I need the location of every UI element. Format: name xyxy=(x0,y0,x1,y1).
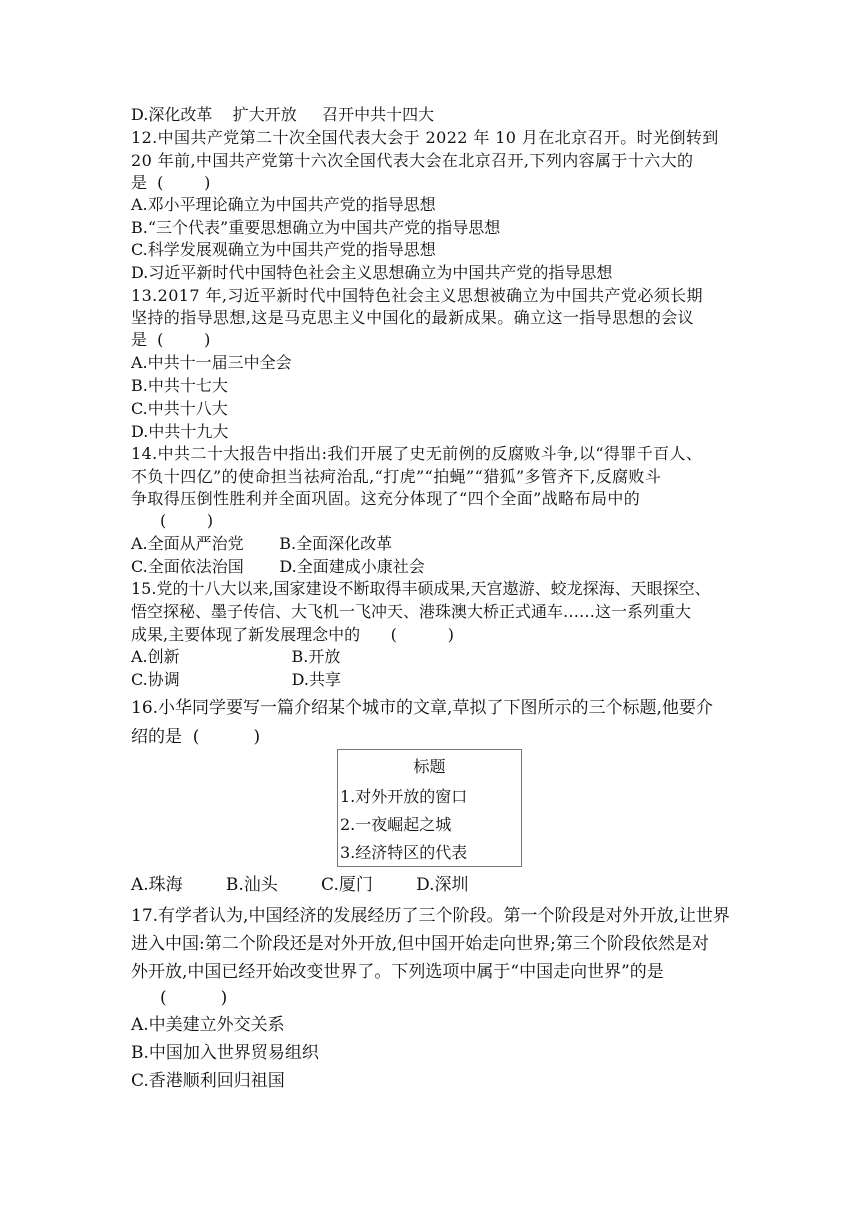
q17-option-a: A.中美建立外交关系 xyxy=(131,1015,285,1035)
title-box xyxy=(337,749,522,867)
q14-stem-line-4: ( ) xyxy=(160,511,214,530)
q13-option-a: A.中共十一届三中全会 xyxy=(131,353,292,372)
q16-stem-line-1: 16.小华同学要写一篇介绍某个城市的文章,草拟了下图所示的三个标题,他要介 xyxy=(131,698,713,718)
q14-options-row-2: C.全面依法治国 D.全面建成小康社会 xyxy=(131,557,425,576)
q12-option-c: C.科学发展观确立为中国共产党的指导思想 xyxy=(131,240,436,259)
q13-stem-line-3: 是 ( ) xyxy=(131,330,211,349)
q16-options: A.珠海 B.汕头 C.厦门 D.深圳 xyxy=(131,875,469,895)
q13-option-c: C.中共十八大 xyxy=(131,399,228,418)
q12-option-b: B.“三个代表”重要思想确立为中国共产党的指导思想 xyxy=(131,218,501,237)
q12-option-a: A.邓小平理论确立为中国共产党的指导思想 xyxy=(131,195,436,214)
q13-option-d: D.中共十九大 xyxy=(131,422,229,441)
q17-stem-line-1: 17.有学者认为,中国经济的发展经历了三个阶段。第一个阶段是对外开放,让世界 xyxy=(131,906,730,926)
q15-stem-line-2: 悟空探秘、墨子传信、大飞机一飞冲天、港珠澳大桥正式通车……这一系列重大 xyxy=(131,602,692,621)
q13-stem-line-2: 坚持的指导思想,这是马克思主义中国化的最新成果。确立这一指导思想的会议 xyxy=(131,308,695,327)
q13-stem-line-1: 13.2017 年,习近平新时代中国特色社会主义思想被确立为中国共产党必须长期 xyxy=(131,286,703,305)
q12-stem-line-3: 是 ( ) xyxy=(131,173,211,192)
q15-options-row-1: A.创新 B.开放 xyxy=(131,647,341,666)
q16-stem-line-2: 绍的是 ( ) xyxy=(131,727,261,747)
q13-option-b: B.中共十七大 xyxy=(131,376,228,395)
q15-stem-line-3: 成果,主要体现了新发展理念中的 ( ) xyxy=(131,625,454,644)
q12-stem-line-2: 20 年前,中国共产党第十六次全国代表大会在北京召开,下列内容属于十六大的 xyxy=(131,151,694,170)
q12-stem-line-1: 12.中国共产党第二十次全国代表大会于 2022 年 10 月在北京召开。时光倒转到 xyxy=(131,128,719,147)
q15-stem-line-1: 15.党的十八大以来,国家建设不断取得丰硕成果,天宫遨游、蛟龙探海、天眼探空、 xyxy=(131,579,711,598)
q15-options-row-2: C.协调 D.共享 xyxy=(131,670,341,689)
q14-stem-line-3: 争取得压倒性胜利并全面巩固。这充分体现了“四个全面”战略布局中的 xyxy=(131,489,641,508)
title-box-item-3: 3.经济特区的代表 xyxy=(340,843,468,862)
q14-stem-line-2: 不负十四亿”的使命担当祛疴治乱,“打虎”“拍蝇”“猎狐”多管齐下,反腐败斗 xyxy=(131,467,662,486)
title-box-heading: 标题 xyxy=(413,757,446,776)
q11-option-d: D.深化改革 扩大开放 召开中共十四大 xyxy=(131,105,435,124)
q17-option-b: B.中国加入世界贸易组织 xyxy=(131,1043,319,1063)
q17-stem-line-4: ( ) xyxy=(160,988,228,1008)
q12-option-d: D.习近平新时代中国特色社会主义思想确立为中国共产党的指导思想 xyxy=(131,263,613,282)
q14-stem-line-1: 14.中共二十大报告中指出:我们开展了史无前例的反腐败斗争,以“得罪千百人、 xyxy=(131,444,703,463)
title-box-item-2: 2.一夜崛起之城 xyxy=(340,815,452,834)
q17-stem-line-3: 外开放,中国已经开始改变世界了。下列选项中属于“中国走向世界”的是 xyxy=(131,962,664,982)
q17-stem-line-2: 进入中国:第二个阶段还是对外开放,但中国开始走向世界;第三个阶段依然是对 xyxy=(131,934,709,954)
q14-options-row-1: A.全面从严治党 B.全面深化改革 xyxy=(131,534,393,553)
title-box-item-1: 1.对外开放的窗口 xyxy=(340,787,468,806)
q17-option-c: C.香港顺利回归祖国 xyxy=(131,1071,285,1091)
